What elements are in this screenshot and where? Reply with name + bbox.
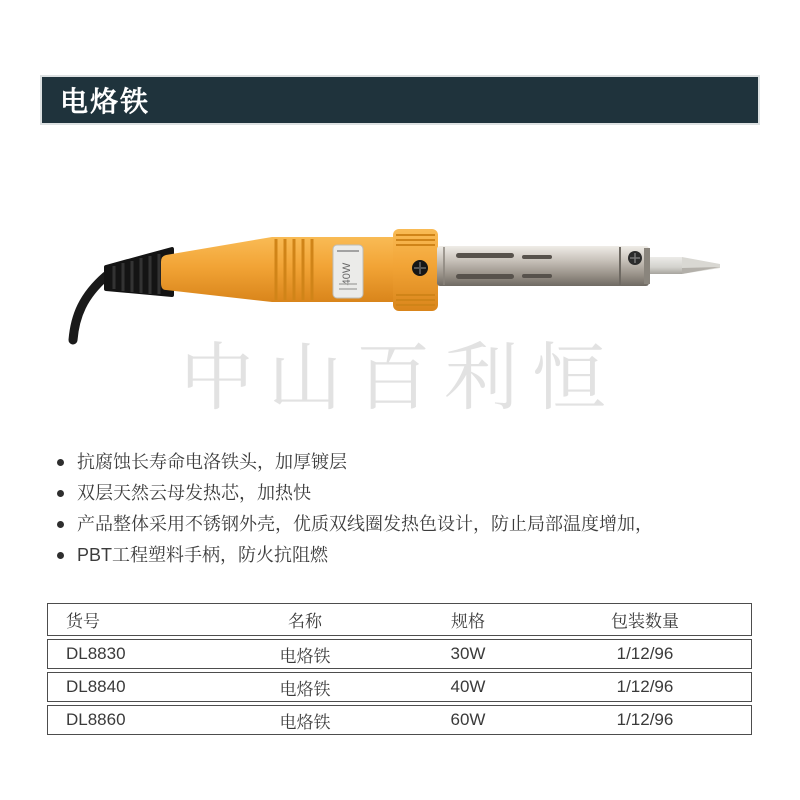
cell-item-no: DL8840 — [47, 672, 213, 702]
bullet-icon — [57, 459, 64, 466]
feature-text: 抗腐蚀长寿命电洛铁头，加厚镀层 — [77, 452, 347, 472]
feature-list — [57, 451, 757, 575]
cell-item-no: DL8830 — [47, 639, 213, 669]
product-photo-soldering-iron — [60, 212, 740, 352]
table-row — [47, 705, 752, 735]
col-header-name: 名称 — [213, 603, 397, 636]
cell-spec: 40W — [397, 672, 539, 702]
feature-item — [57, 544, 757, 566]
table-row — [47, 672, 752, 702]
feature-item — [57, 482, 757, 504]
power-rating-label — [333, 245, 363, 298]
cell-name: 电烙铁 — [213, 639, 397, 669]
spec-table — [47, 600, 752, 738]
steel-barrel — [437, 246, 649, 286]
cell-name: 电烙铁 — [213, 705, 397, 735]
table-header-row — [47, 603, 752, 636]
power-rating-text: 40W — [341, 262, 353, 286]
barrel-screw — [628, 251, 642, 265]
page-title: 电烙铁 — [60, 86, 151, 117]
section-header-bar — [42, 77, 758, 123]
watermark-text: 中山百利恒 — [180, 335, 620, 421]
feature-text: 双层天然云母发热芯，加热快 — [77, 483, 311, 503]
bullet-icon — [57, 521, 64, 528]
col-header-item-no: 货号 — [47, 603, 213, 636]
cell-item-no: DL8860 — [47, 705, 213, 735]
feature-item — [57, 513, 757, 535]
feature-text: PBT工程塑料手柄，防火抗阻燃 — [77, 545, 329, 565]
cell-pack-qty: 1/12/96 — [539, 672, 752, 702]
cell-name: 电烙铁 — [213, 672, 397, 702]
cell-spec: 60W — [397, 705, 539, 735]
handle-screw — [412, 260, 428, 276]
feature-item — [57, 451, 757, 473]
cell-spec: 30W — [397, 639, 539, 669]
cell-pack-qty: 1/12/96 — [539, 705, 752, 735]
tip-base — [650, 257, 682, 274]
feature-text: 产品整体采用不锈钢外壳，优质双线圈发热色设计，防止局部温度增加， — [77, 514, 653, 534]
power-cable — [73, 276, 106, 340]
bullet-icon — [57, 552, 64, 559]
bullet-icon — [57, 490, 64, 497]
table-row — [47, 639, 752, 669]
col-header-pack-qty: 包装数量 — [539, 603, 752, 636]
cell-pack-qty: 1/12/96 — [539, 639, 752, 669]
col-header-spec: 规格 — [397, 603, 539, 636]
